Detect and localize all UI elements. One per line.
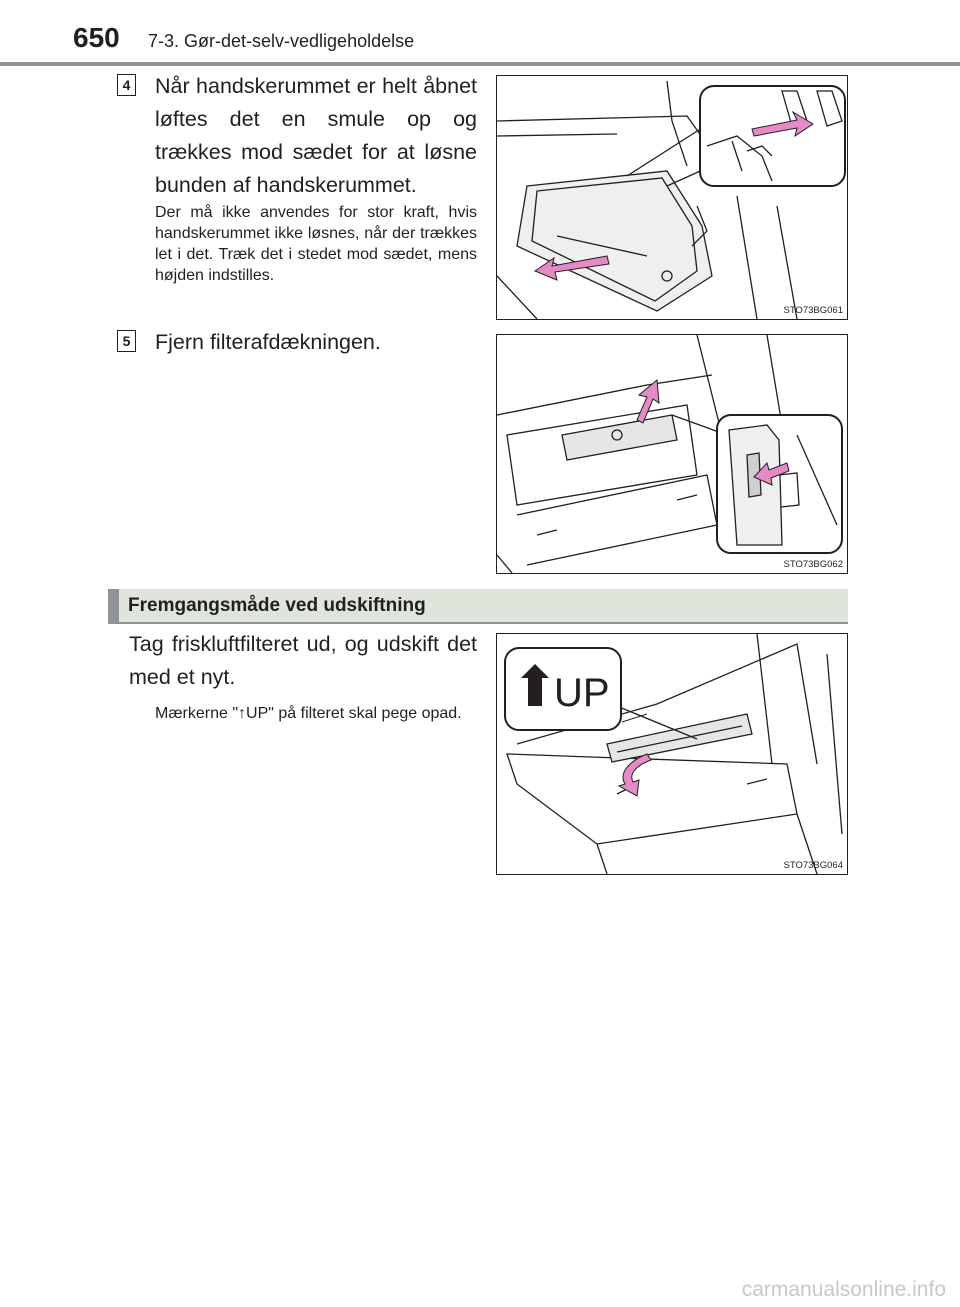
step-4-instruction: Når handskerummet er helt åbnet løftes det en smule op og trækkes mod sædet for at løsne bunden af handskerummet. [155,74,477,197]
figure-code: STO73BG061 [783,305,843,316]
figure-filter-replacement [496,633,848,875]
figure-glovebox-removal [496,75,848,320]
section-title: 7-3. Gør-det-selv-vedligeholdelse [148,31,415,51]
glovebox-illustration [497,76,847,319]
section-heading [108,589,848,624]
step-5-instruction: Fjern filterafdækningen. [155,330,381,354]
watermark: carmanualsonline.info [741,1278,946,1301]
step-number-badge: 5 [117,330,136,352]
figure-code: STO73BG062 [783,559,843,570]
replacement-note: Mærkerne "↑UP" på filteret skal pege opad. [155,705,462,722]
replacement-instruction: Tag friskluftfilteret ud, og udskift det med et nyt. [129,632,477,689]
header-divider [0,62,960,66]
step-number-badge: 4 [117,74,136,96]
up-marking-label: UP [554,671,610,715]
step-4-note: Der må ikke anvendes for stor kraft, hvis handskerummet ikke løsnes, når der trækkes let i det. Træk det i stedet mod sædet, mens højden indstilles. [155,204,477,284]
section-heading-title: Fremgangsmåde ved udskiftning [128,595,426,616]
figure-code: STO73BG064 [783,860,843,871]
section-heading-accent [108,589,119,622]
figure-filter-cover [496,334,848,574]
filter-replacement-illustration [497,634,847,874]
page-number: 650 [73,22,120,53]
filter-cover-illustration [497,335,847,573]
